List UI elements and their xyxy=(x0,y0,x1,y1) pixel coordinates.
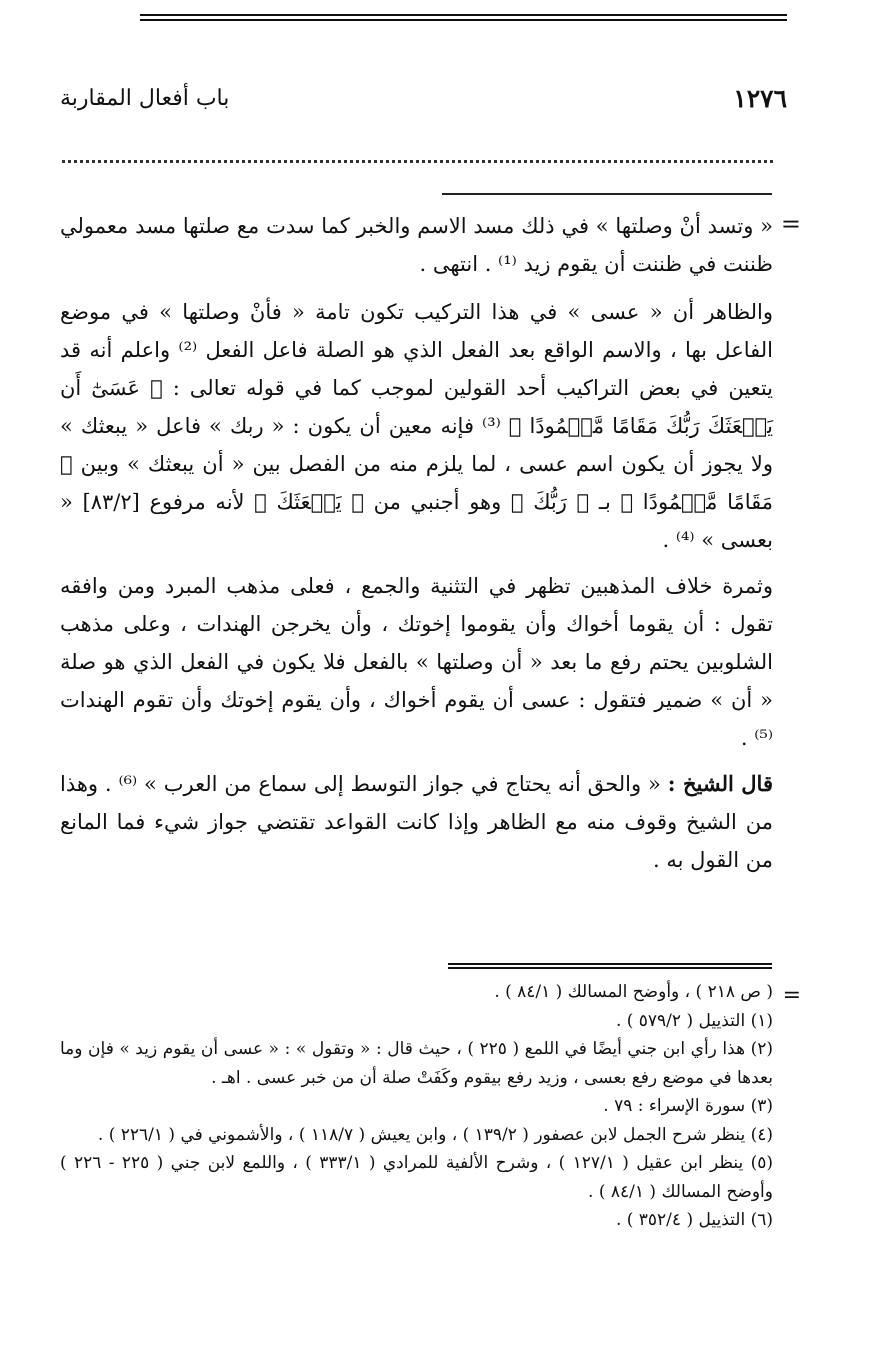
paragraph-2: والظاهر أن « عسى » في هذا التركيب تكون تامة « فأنْ وصلتها » في موضع الفاعل بها ، والاسم الواقع بعد الفعل الذي هو الصلة فاعل الفعل ⁽²⁾ واعلم أنه قد يتعين في بعض التراكيب أحد القولين لموجب كما في قوله تعالى : ﴿ عَسَىٰٓ أَن يَبۡعَثَكَ رَبُّكَ مَقَامًا مَّحۡمُودًا ﴾ ⁽³⁾ فإنه معين أن يكون : « ربك » فاعل « يبعثك » ولا يجوز أن يكون اسم عسى ، لما يلزم منه من الفصل بين « أن يبعثك » وبين ﴿ مَقَامًا مَّحۡمُودًا ﴾ بـ ﴿ رَبُّكَ ﴾ وهو أجنبي من ﴿ يَبۡعَثَكَ ﴾ لأنه مرفوع [٨٣/٢] « بعسى » ⁽⁴⁾ . xyxy=(60,300,773,552)
dotted-separator xyxy=(62,160,773,163)
paragraph-3: وثمرة خلاف المذهبين تظهر في التثنية والجمع ، فعلى مذهب المبرد ومن وافقه تقول : أن يقوما أخواك وأن يقوموا إخوتك ، وأن يخرجن الهندات ، وعلى مذهب الشلوبين يحتم رفع ما بعد « أن وصلتها » بالفعل فلا يكون في الفعل الذي هو صلة « أن » ضمير فتقول : عسى أن يقوم أخواك ، وأن يقوم إخوتك وأن تقوم الهندات ⁽⁵⁾ . xyxy=(60,574,773,750)
chapter-title: باب أفعال المقاربة xyxy=(60,86,230,111)
header-rule xyxy=(140,14,787,21)
footnote-1: (١) التذييل ( ٥٧٩/٢ ) . xyxy=(615,1010,773,1031)
footnote-continued: ( ص ٢١٨ ) ، وأوضح المسالك ( ٨٤/١ ) . xyxy=(494,982,773,1002)
page-number: ١٢٧٦ xyxy=(733,84,787,113)
footnote-3: (٣) سورة الإسراء : ٧٩ . xyxy=(603,1096,773,1116)
sheikh-text: « والحق أنه يحتاج في جواز التوسط إلى سماع من العرب » ⁽⁶⁾ . وهذا من الشيخ وقوف منه مع الظاهر وإذا كانت القواعد تقتضي جواز شيء فما المانع من القول به . xyxy=(60,772,773,872)
paragraph-1: « وتسد أنْ وصلتها » في ذلك مسد الاسم والخبر كما سدت مع صلتها مسد معمولي ظننت في ظننت أن يقوم زيد ⁽¹⁾ . انتهى . xyxy=(60,214,773,276)
footnote-5: (٥) ينظر ابن عقيل ( ١٢٧/١ ) ، وشرح الألفية للمرادي ( ٣٣٣/١ ) ، واللمع لابن جني ( ٢٢٥ - ٢٢٦ ) وأوضح المسالك ( ٨٤/١ ) . xyxy=(60,1153,773,1202)
main-text xyxy=(60,207,773,879)
footnote-2: (٢) هذا رأي ابن جني أيضًا في اللمع ( ٢٢٥ ) ، حيث قال : « وتقول » : « عسى أن يقوم زيد » فإن وما بعدها في موضع رفع بعسى ، وزيد رفع بيقوم وكَفَتْ صلة أن من خبر عسى . اهـ . xyxy=(60,1039,773,1088)
section-rule xyxy=(442,193,772,195)
footnote-continuation-mark: = xyxy=(782,983,801,1008)
footnote-rule xyxy=(448,963,772,969)
continuation-mark: = xyxy=(780,210,801,238)
sheikh-label: قال الشيخ : xyxy=(667,771,773,796)
footnote-4: (٤) ينظر شرح الجمل لابن عصفور ( ١٣٩/٢ ) ، وابن يعيش ( ١١٨/٧ ) ، والأشموني في ( ٢٢٦/١ ) . xyxy=(97,1124,773,1145)
page-header xyxy=(60,84,787,118)
paragraph-4 xyxy=(60,765,773,879)
footnote-6: (٦) التذييل ( ٣٥٢/٤ ) . xyxy=(615,1210,773,1230)
footnotes xyxy=(60,978,773,1235)
